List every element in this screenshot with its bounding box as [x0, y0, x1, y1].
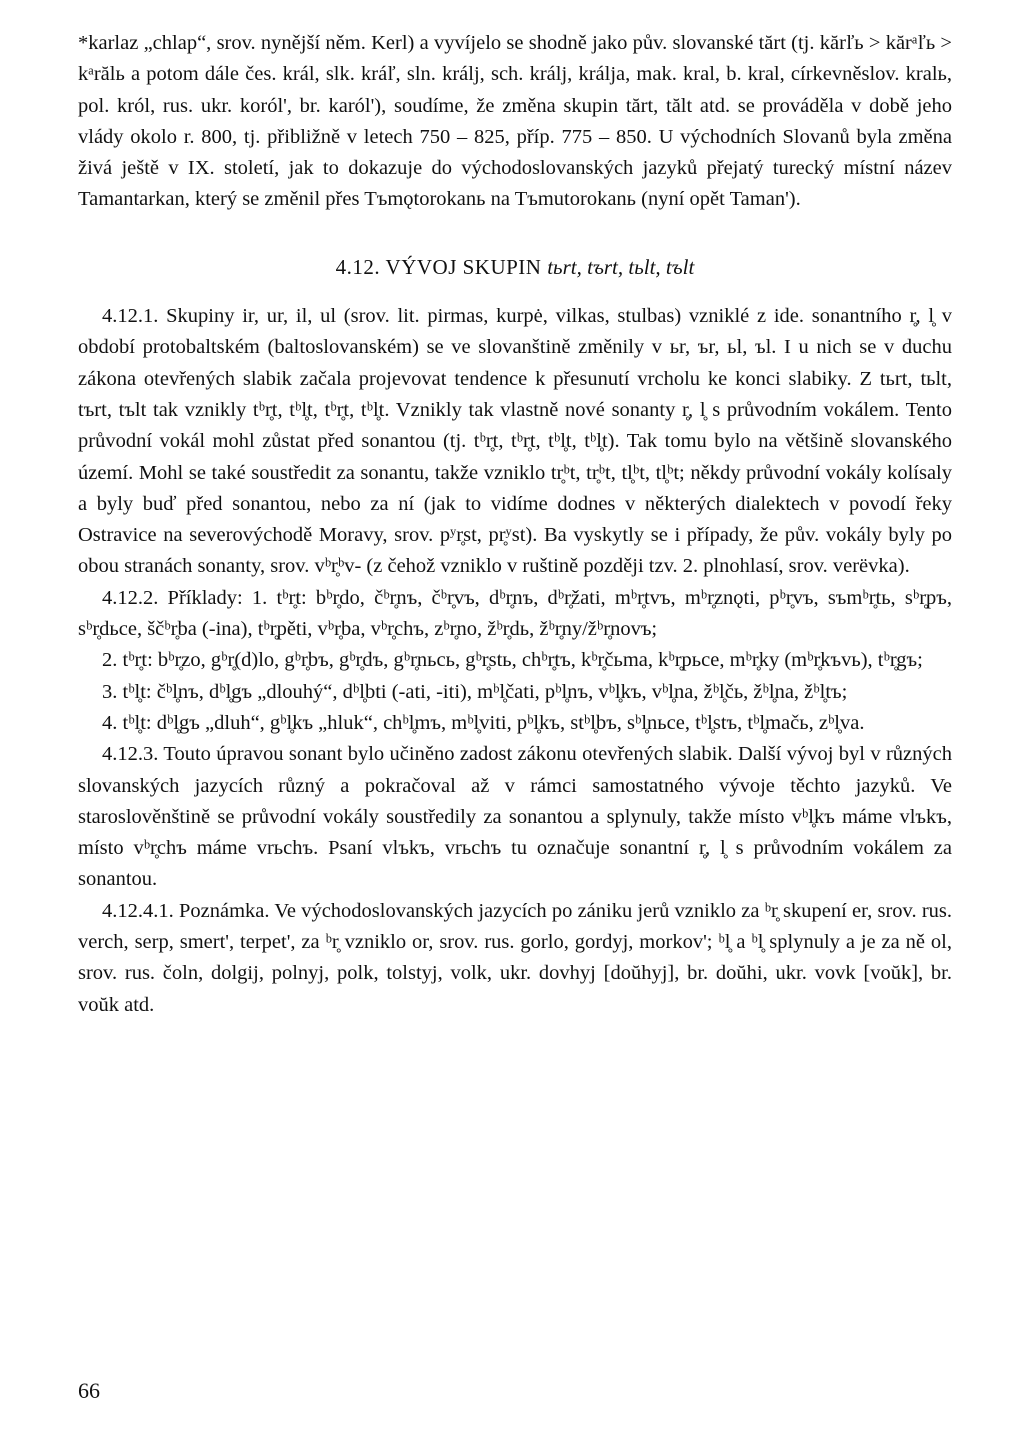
- paragraph-4-12-4-1: 4.12.4.1. Poznámka. Ve východoslovanských jazycích po zániku jerů vzniklo za ᵇr̥ skupení er, srov. rus. verch, serp, smert', terpet', za ᵇr̥ vzniklo or, srov. rus. gorlo, gordyj, morkov'; ᵇl̥ a ᵇl̥ splynuly a je za ně ol, srov. rus. čoln, dolgij, polnyj, polk, tolstyj, volk, ukr. dovhyj [doŭhyj], br. doŭhi, ukr. vovk [voŭk], br. voŭk atd.: [78, 899, 952, 1016]
- paragraph-4-12-3: 4.12.3. Touto úpravou sonant bylo učiněno zadost zákonu otevřených slabik. Další vývoj byl v různých slovanských jazycích různý a pokračoval až v rámci samostatného vývoje těchto jazyků. Ve staroslověnštině se průvodní vokály soustředily za sonantou a splynuly, takže místo vᵇl̥kъ máme vlъkъ, místo vᵇr̥chъ máme vrьchъ. Psaní vlъkъ, vrьchъ tu označuje sonantní r̥, l̥ s průvodním vokálem za sonantou.: [78, 743, 952, 891]
- section-heading-forms: tьrt, tъrt, tьlt, tъlt: [547, 254, 695, 279]
- page-number: 66: [78, 1378, 100, 1403]
- intro-paragraph: *karlaz „chlap“, srov. nynější něm. Kerl) a vyvíjelo se shodně jako pův. slovanské tărt (tj. kărľь > kărᵃľь > kᵃrălь a potom dále čes. král, slk. kráľ, sln. králj, sch. králj, králja, mak. kral, b. kral, církevněslov. kralь, pol. król, rus. ukr. koról', br. karól'), soudíme, že změna skupin tărt, tălt atd. se prováděla v době jeho vlády okolo r. 800, tj. přibližně v letech 750 – 825, příp. 775 – 850. U východních Slovanů byla změna živá ještě v IX. století, jak to dokazuje do východoslovanských jazyků přejatý turecký místní název Tamantarkan, který se změnil přes Tъmǫtorokanь na Tъmutorokanь (nyní opět Taman').: [78, 32, 952, 211]
- section-heading: [78, 252, 952, 283]
- paragraph-4-12-2-example-4: 4. tᵇl̥t: dᵇl̥gъ „dluh“, gᵇl̥kъ „hluk“, chᵇl̥mъ, mᵇl̥viti, pᵇl̥kъ, stᵇl̥bъ, sᵇl̥nьce, tᵇl̥stъ, tᵇl̥mačь, zᵇl̥va.: [102, 711, 865, 734]
- paragraph-4-12-1: 4.12.1. Skupiny ir, ur, il, ul (srov. lit. pirmas, kurpė, vilkas, stulbas) vzniklé z ide. sonantního r̥, l̥ v období protobaltském (baltoslovanském) se ve slovanštině změnily v ьr, ъr, ьl, ъl. I u nich se v duchu zákona otevřených slabik začala projevovat tendence k přesunutí vrcholu ke konci slabiky. Z tьrt, tьlt, tъrt, tъlt tak vznikly tᵇr̥t, tᵇl̥t, tᵇr̥t, tᵇl̥t. Vznikly tak vlastně nové sonanty r̥, l̥ s průvodním vokálem. Tento průvodní vokál mohl zůstat před sonantou (tj. tᵇr̥t, tᵇr̥t, tᵇl̥t, tᵇl̥t). Tak tomu bylo na většině slovanského území. Mohl se také soustředit za sonantu, takže vzniklo tr̥ᵇt, tr̥ᵇt, tl̥ᵇt, tl̥ᵇt; někdy průvodní vokály kolísaly a byly buď před sonantou, nebo za ní (jak to vidíme dodnes v některých dialektech v povodí řeky Ostravice na severovýchodě Moravy, srov. pʸr̥st, pr̥ʸst). Ba vyskytly se i případy, že pův. vokály byly po obou stranách sonanty, srov. vᵇr̥ᵇv- (z čehož vzniklo v ruštině později tzv. 2. plnohlasí, srov. verëvka).: [78, 305, 952, 578]
- paragraph-4-12-2-example-2: 2. tᵇr̥t: bᵇr̥zo, gᵇr̥(d)lo, gᵇr̥bъ, gᵇr̥dъ, gᵇr̥nьcь, gᵇr̥stь, chᵇr̥tъ, kᵇr̥čьma, kᵇr̥pьce, mᵇr̥ky (mᵇr̥kъvь), tᵇr̥gъ;: [102, 649, 923, 672]
- section-heading-title: 4.12. VÝVOJ SKUPIN: [335, 254, 542, 279]
- page-body: [78, 28, 952, 1021]
- paragraph-4-12-2-example-3: 3. tᵇl̥t: čᵇl̥nъ, dᵇl̥gъ „dlouhý“, dᵇl̥bti (-ati, -iti), mᵇl̥čati, pᵇl̥nъ, vᵇl̥kъ, vᵇl̥na, žᵇl̥čь, žᵇl̥na, žᵇl̥tъ;: [102, 680, 848, 703]
- paragraph-4-12-2-intro: 4.12.2. Příklady: 1. tᵇr̥t: bᵇr̥do, čᵇr̥nъ, čᵇr̥vъ, dᵇr̥nъ, dᵇr̥žati, mᵇr̥tvъ, mᵇr̥znǫti, pᵇr̥vъ, sъmᵇr̥tь, sᵇr̥pъ, sᵇr̥dьce, ščᵇr̥ba (-ina), tᵇr̥pěti, vᵇr̥ba, vᵇr̥chъ, zᵇr̥no, žᵇr̥dь, žᵇr̥ny/žᵇr̥novъ;: [78, 586, 952, 641]
